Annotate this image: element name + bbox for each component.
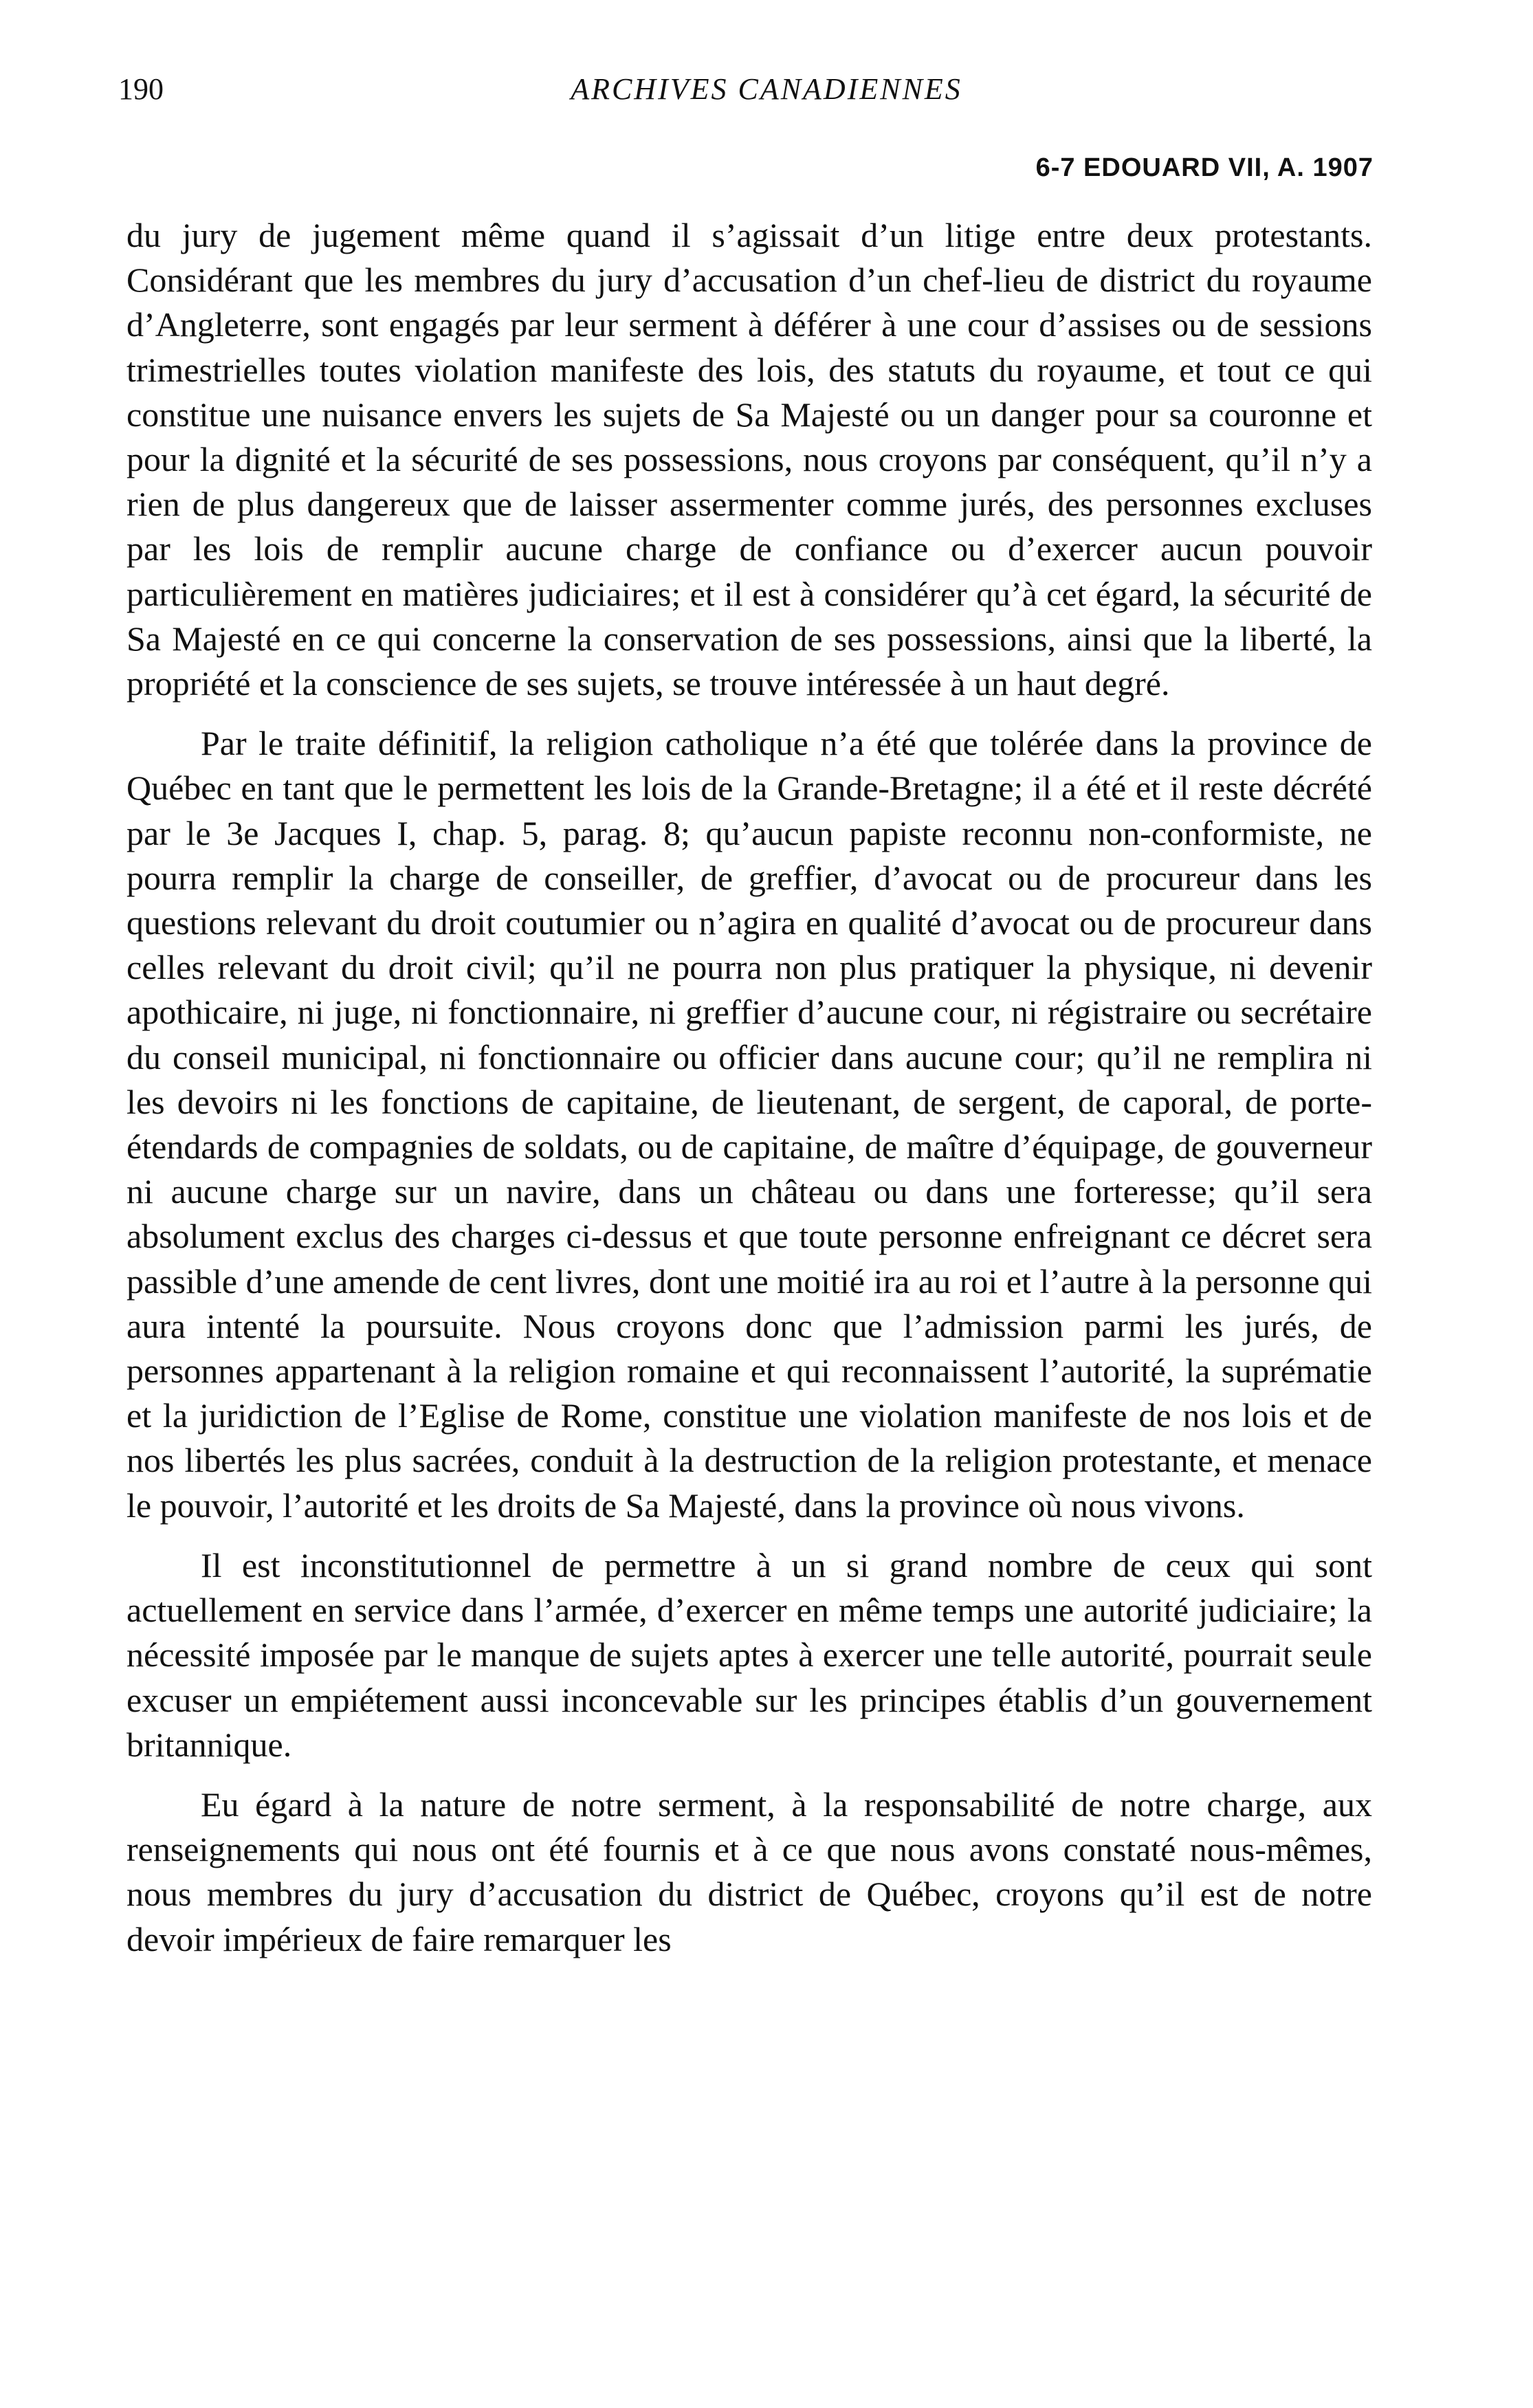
page-number: 190	[118, 72, 164, 106]
paragraph-treaty: Par le traite définitif, la religion catholique n’a été que tolérée dans la province de Québec en tant que le permettent les lois de la Grande-Bretagne; il a été et il reste décrété par le 3e Jacques I, chap. 5, parag. 8; qu’aucun papiste reconnu non-conformiste, ne pourra remplir la charge de conseiller, de greffier, d’avocat ou de procureur dans les questions relevant du droit coutumier ou n’agira en qualité d’avocat ou de procureur dans celles relevant du droit civil; qu’il ne pourra non plus pratiquer la physique, ni devenir apothicaire, ni juge, ni fonctionnaire, ni greffier d’aucune cour, ni régistraire ou secrétaire du conseil municipal, ni fonctionnaire ou officier dans aucune cour; qu’il ne remplira ni les devoirs ni les fonctions de capitaine, de lieutenant, de sergent, de caporal, de porte-étendards de compagnies de soldats, ou de capitaine, de maître d’équipage, de gouverneur ni aucune charge sur un navire, dans un château ou dans une forteresse; qu’il sera absolument exclus des charges ci-dessus et que toute personne enfreignant ce décret sera passible d’une amende de cent livres, dont une moitié ira au roi et l’autre à la personne qui aura intenté la poursuite. Nous croyons donc que l’admission parmi les jurés, de personnes appartenant à la religion romaine et qui reconnaissent l’autorité, la suprématie et la juridiction de l’Eglise de Rome, constitue une violation manifeste de nos lois et de nos libertés les plus sacrées, conduit à la destruction de la religion protestante, et menace le pouvoir, l’autorité et les droits de Sa Majesté, dans la province où nous vivons.	[126, 724, 1372, 1525]
paragraph-army-authority: Il est inconstitutionnel de permettre à un si grand nombre de ceux qui sont actuellement en service dans l’armée, d’exercer en même temps une autorité judiciaire; la nécessité imposée par le manque de sujets aptes à exercer une telle autorité, pourrait seule excuser un empiétement aussi inconcevable sur les principes établis d’un gouvernement britannique.	[126, 1545, 1372, 1764]
session-reference: 6-7 EDOUARD VII, A. 1907	[1035, 153, 1374, 182]
body-text	[126, 213, 1372, 1962]
running-title: ARCHIVES CANADIENNES	[571, 72, 962, 106]
paragraph-oath: Eu égard à la nature de notre serment, à la responsabilité de notre charge, aux renseignements qui nous ont été fournis et à ce que nous avons constaté nous-mêmes, nous membres du jury d’accusation du district de Québec, croyons qu’il est de notre devoir impérieux de faire remarquer les	[126, 1785, 1372, 1958]
paragraph-continuation: du jury de jugement même quand il s’agissait d’un litige entre deux protestants. Considérant que les membres du jury d’accusation d’un chef-lieu de district du royaume d’Angleterre, sont engagés par leur serment à déférer à une cour d’assises ou de sessions trimestrielles toutes violation manifeste des lois, des statuts du royaume, et tout ce qui constitue une nuisance envers les sujets de Sa Majesté ou un danger pour sa couronne et pour la dignité et la sécurité de ses possessions, nous croyons par conséquent, qu’il n’y a rien de plus dangereux que de laisser assermenter comme jurés, des personnes excluses par les lois de remplir aucune charge de confiance ou d’exercer aucun pouvoir particulièrement en matières judiciaires; et il est à considérer qu’à cet égard, la sécurité de Sa Majesté en ce qui concerne la conservation de ses possessions, ainsi que la liberté, la propriété et la conscience de ses sujets, se trouve intéressée à un haut degré.	[126, 216, 1372, 703]
